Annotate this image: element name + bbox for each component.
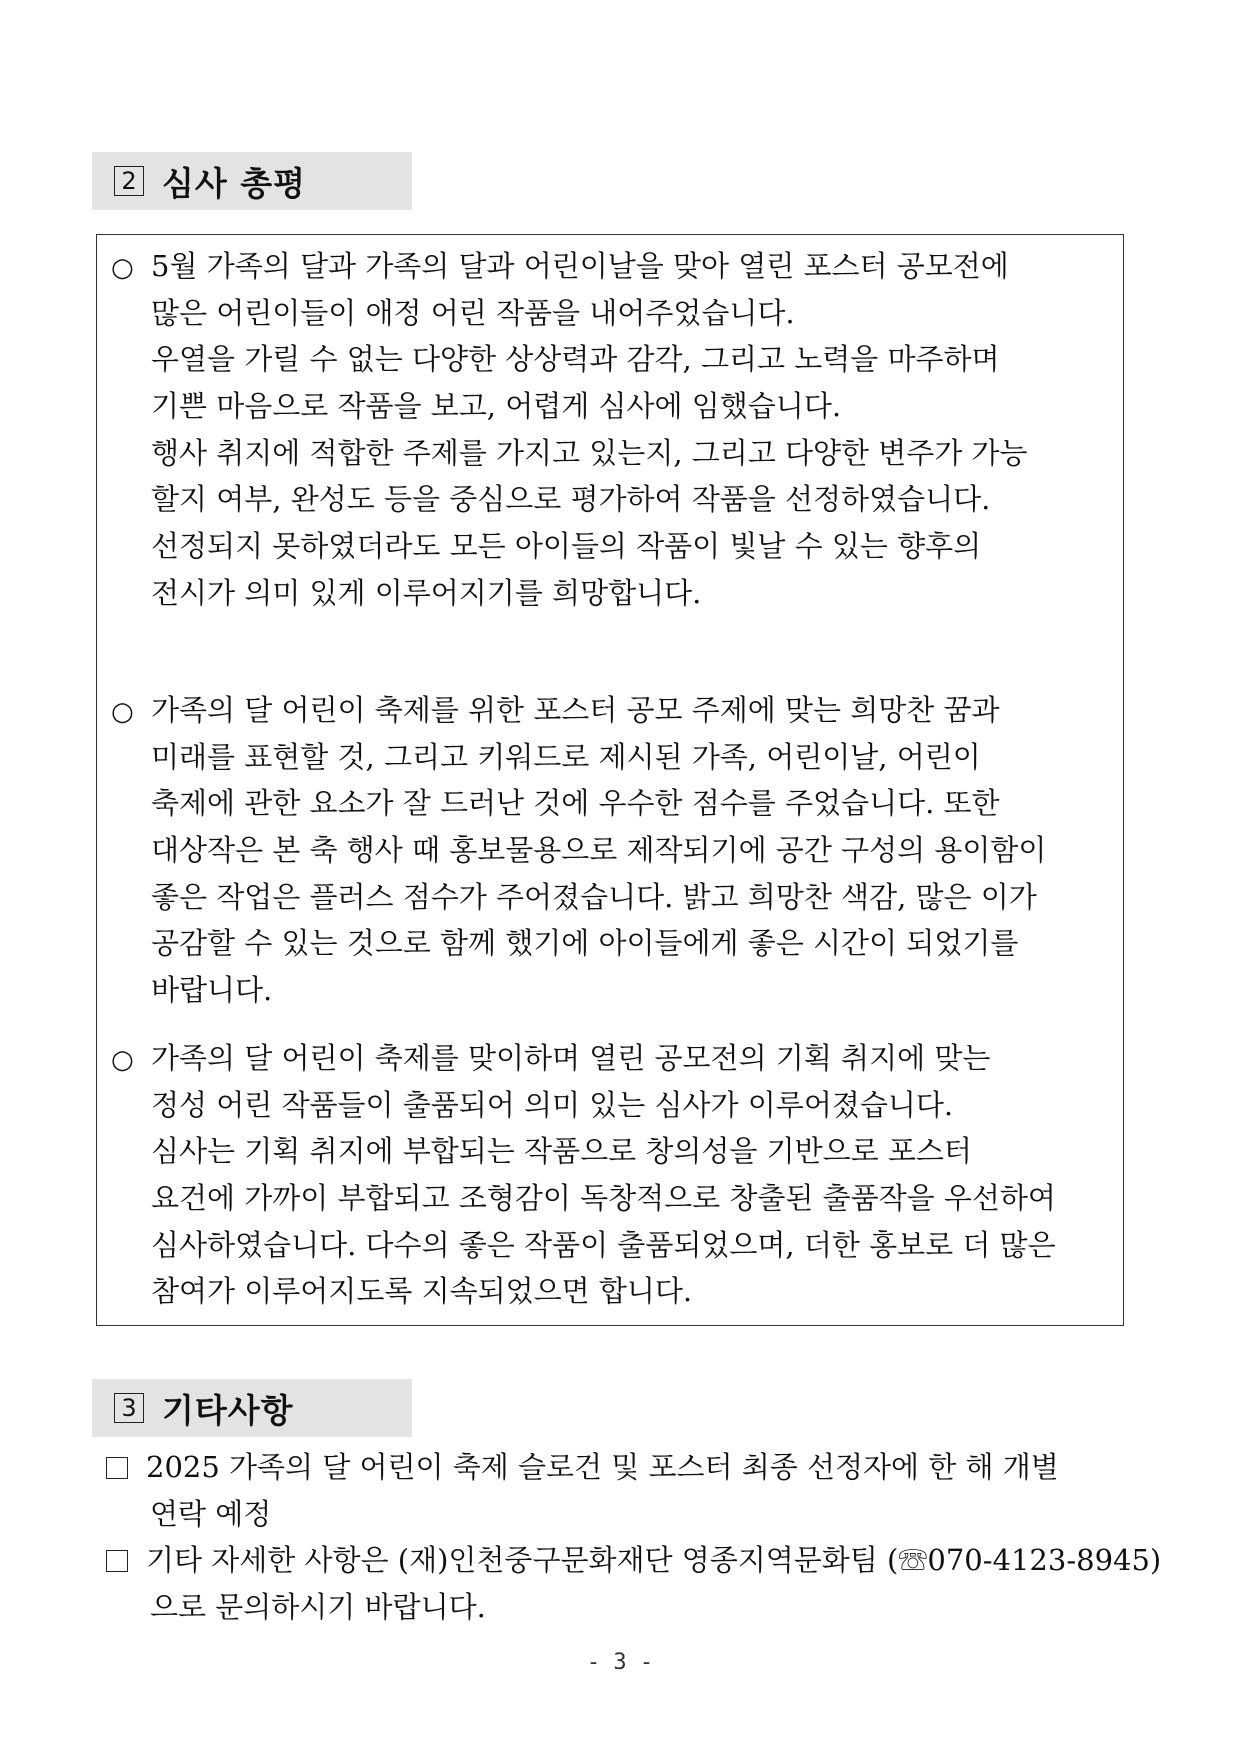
paragraph-line: 우열을 가릴 수 없는 다양한 상상력과 감각, 그리고 노력을 마주하며 [151, 342, 1000, 377]
circle-bullet-icon: ○ [111, 253, 134, 283]
paragraph-line: 바랍니다. [151, 973, 273, 1008]
section-3-number: 3 [114, 1393, 144, 1423]
section-2-number: 2 [114, 166, 144, 196]
line-text: 5월 가족의 달과 가족의 달과 어린이날을 맞아 열린 포스터 공모전에 [151, 249, 1009, 283]
review-paragraph-3 [111, 1035, 1113, 1315]
other-item-1 [106, 1444, 1156, 1537]
paragraph-line: 요건에 가까이 부합되고 조형감이 독창적으로 창출된 출품작을 우선하여 [151, 1181, 1056, 1216]
paragraph-line: 으로 문의하시기 바랍니다. [150, 1590, 486, 1625]
review-paragraph-2 [111, 687, 1113, 1014]
paragraph-line: 정성 어린 작품들이 출품되어 의미 있는 심사가 이루어졌습니다. [151, 1087, 954, 1122]
other-item-2 [106, 1537, 1162, 1630]
page-number: - 3 - [586, 1650, 654, 1675]
paragraph-line: 공감할 수 있는 것으로 함께 했기에 아이들에게 좋은 시간이 되었기를 [151, 926, 1019, 961]
paragraph-line: 할지 여부, 완성도 등을 중심으로 평가하여 작품을 선정하였습니다. [151, 482, 991, 517]
other-items-list [106, 1444, 1162, 1631]
line-text: 가족의 달 어린이 축제를 위한 포스터 공모 주제에 맞는 희망찬 꿈과 [151, 693, 1000, 727]
review-paragraph-1 [111, 243, 1113, 617]
section-2-title: 심사 총평 [162, 163, 307, 203]
paragraph-line: 참여가 이루어지도록 지속되었으면 합니다. [151, 1274, 693, 1309]
circle-bullet-icon: ○ [111, 1045, 134, 1075]
paragraph-line: 미래를 표현할 것, 그리고 키워드로 제시된 가족, 어린이날, 어린이 [151, 739, 981, 774]
review-summary-box [96, 234, 1124, 1326]
paragraph-line: 심사하였습니다. 다수의 좋은 작품이 출품되었으며, 더한 홍보로 더 많은 [151, 1227, 1056, 1262]
paragraph-line: 행사 취지에 적합한 주제를 가지고 있는지, 그리고 다양한 변주가 가능 [151, 435, 1028, 470]
section-3-heading [92, 1379, 412, 1437]
paragraph-line [111, 687, 1113, 734]
paragraph-line: 대상작은 본 축 행사 때 홍보물용으로 제작되기에 공간 구성의 용이함이 [151, 833, 1047, 868]
paragraph-line: 연락 예정 [150, 1496, 272, 1531]
paragraph-line: 축제에 관한 요소가 잘 드러난 것에 우수한 점수를 주었습니다. 또한 [151, 786, 1000, 821]
paragraph-line: 많은 어린이들이 애정 어린 작품을 내어주었습니다. [151, 295, 795, 330]
section-2-heading [92, 152, 412, 210]
line-text: 2025 가족의 달 어린이 축제 슬로건 및 포스터 최종 선정자에 한 해 개별 [146, 1450, 1059, 1484]
square-bullet-icon [106, 1550, 128, 1572]
line-text: 가족의 달 어린이 축제를 맞이하며 열린 공모전의 기획 취지에 맞는 [151, 1041, 991, 1075]
paragraph-line [111, 1035, 1113, 1082]
section-3-title: 기타사항 [162, 1390, 294, 1430]
paragraph-line [106, 1537, 1162, 1584]
paragraph-line [111, 243, 1113, 290]
paragraph-line: 심사는 기획 취지에 부합되는 작품으로 창의성을 기반으로 포스터 [151, 1134, 972, 1169]
paragraph-line: 기쁜 마음으로 작품을 보고, 어렵게 심사에 임했습니다. [151, 389, 842, 424]
paragraph-line: 전시가 의미 있게 이루어지기를 희망합니다. [151, 575, 702, 610]
circle-bullet-icon: ○ [111, 697, 134, 727]
square-bullet-icon [106, 1457, 128, 1479]
paragraph-line: 선정되지 못하였더라도 모든 아이들의 작품이 빛날 수 있는 향후의 [151, 529, 982, 564]
line-text: 기타 자세한 사항은 (재)인천중구문화재단 영종지역문화팀 (☏070-4123-8945) [146, 1543, 1162, 1578]
paragraph-line [106, 1444, 1156, 1491]
paragraph-line: 좋은 작업은 플러스 점수가 주어졌습니다. 밝고 희망찬 색감, 많은 이가 [151, 879, 1037, 914]
